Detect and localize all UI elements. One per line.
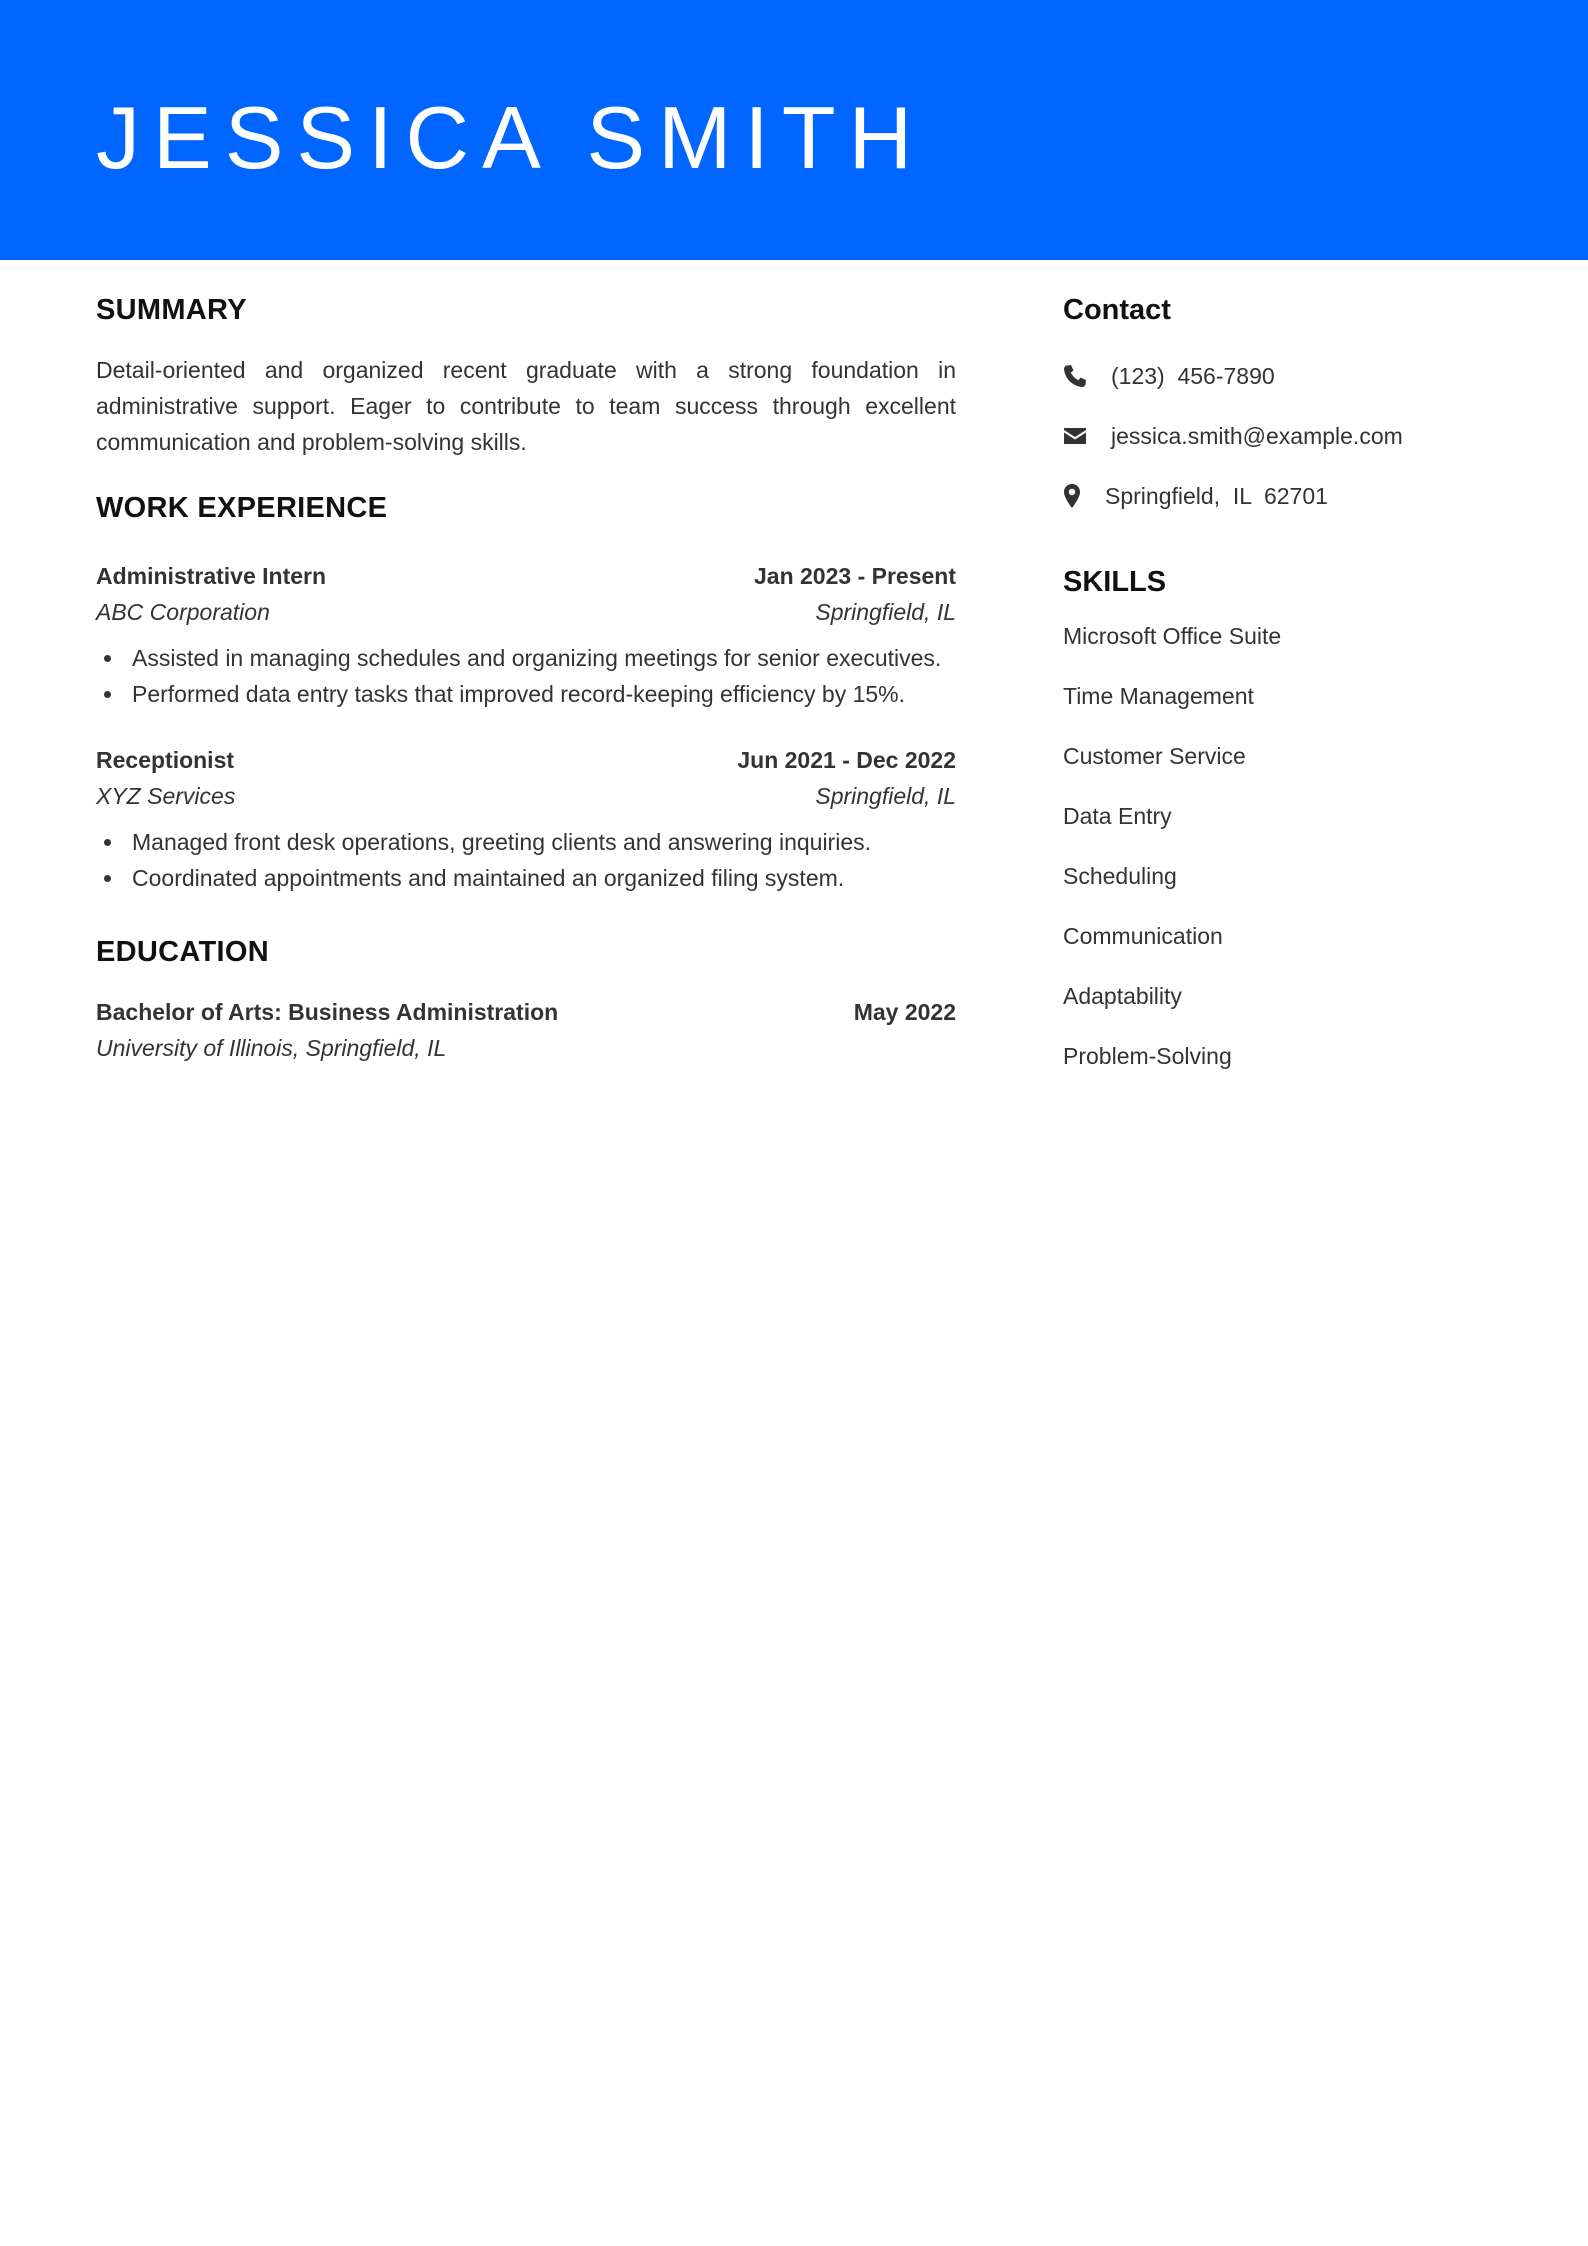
header-banner xyxy=(0,0,1588,260)
job-title: Receptionist xyxy=(96,747,235,773)
job-location: Springfield, IL xyxy=(815,599,956,625)
bullet-dot xyxy=(104,691,111,698)
skill-item: Communication xyxy=(1063,923,1223,949)
job-title: Administrative Intern xyxy=(96,563,327,589)
bullet-dot xyxy=(104,655,111,662)
bullet-text: Assisted in managing schedules and organizing meetings for senior executives. xyxy=(132,645,942,671)
summary-heading: SUMMARY xyxy=(96,294,247,326)
job-bullets xyxy=(96,640,956,712)
job-dates: Jan 2023 - Present xyxy=(753,563,956,589)
location-text: Springfield, IL 62701 xyxy=(1105,482,1328,509)
skill-item: Microsoft Office Suite xyxy=(1063,623,1282,649)
education-heading: EDUCATION xyxy=(96,936,269,968)
summary-text: Detail-oriented and organized recent graduate with a strong foundation in administrative support. Eager to contribute to team success through excellent communication and problem-solving skills. xyxy=(96,357,956,455)
skill-item: Adaptability xyxy=(1063,983,1182,1009)
email-address: jessica.smith@example.com xyxy=(1111,422,1403,449)
job-entry xyxy=(96,742,956,896)
skill-item: Time Management xyxy=(1063,683,1254,709)
job-dates: Jun 2021 - Dec 2022 xyxy=(737,747,956,773)
contact-location xyxy=(1063,478,1523,514)
job-bullets xyxy=(96,824,956,896)
bullet-text: Managed front desk operations, greeting clients and answering inquiries. xyxy=(132,829,871,855)
phone-number: (123) 456-7890 xyxy=(1111,362,1275,389)
school: University of Illinois, Springfield, IL xyxy=(96,1035,447,1061)
skills-heading: SKILLS xyxy=(1063,566,1167,598)
work-experience-heading: WORK EXPERIENCE xyxy=(96,492,388,524)
bullet-text: Performed data entry tasks that improved record-keeping efficiency by 15%. xyxy=(132,681,906,707)
map-pin-icon xyxy=(1063,483,1083,509)
graduation-date: May 2022 xyxy=(853,999,956,1025)
phone-icon xyxy=(1063,363,1089,389)
bullet-item xyxy=(96,640,956,676)
bullet-dot xyxy=(104,839,111,846)
skill-item: Scheduling xyxy=(1063,863,1177,889)
skill-item: Data Entry xyxy=(1063,803,1172,829)
skill-item: Customer Service xyxy=(1063,743,1246,769)
bullet-item xyxy=(96,860,956,896)
bullet-text: Coordinated appointments and maintained an organized filing system. xyxy=(132,865,845,891)
job-company: ABC Corporation xyxy=(96,599,270,625)
contact-list xyxy=(1063,358,1523,514)
envelope-icon xyxy=(1063,423,1089,449)
bullet-item xyxy=(96,676,956,712)
main-column xyxy=(96,290,956,1066)
job-company: XYZ Services xyxy=(96,783,236,809)
contact-email xyxy=(1063,418,1523,454)
contact-heading: Contact xyxy=(1063,294,1171,326)
skill-item: Problem-Solving xyxy=(1063,1043,1232,1069)
education-entry xyxy=(96,994,956,1066)
degree: Bachelor of Arts: Business Administration xyxy=(96,999,559,1025)
sidebar-column xyxy=(1063,290,1523,1098)
contact-phone xyxy=(1063,358,1523,394)
bullet-item xyxy=(96,824,956,860)
bullet-dot xyxy=(104,875,111,882)
candidate-name: JESSICA SMITH xyxy=(96,88,926,187)
job-location: Springfield, IL xyxy=(815,783,956,809)
job-entry xyxy=(96,558,956,712)
skills-list xyxy=(1063,618,1523,1074)
